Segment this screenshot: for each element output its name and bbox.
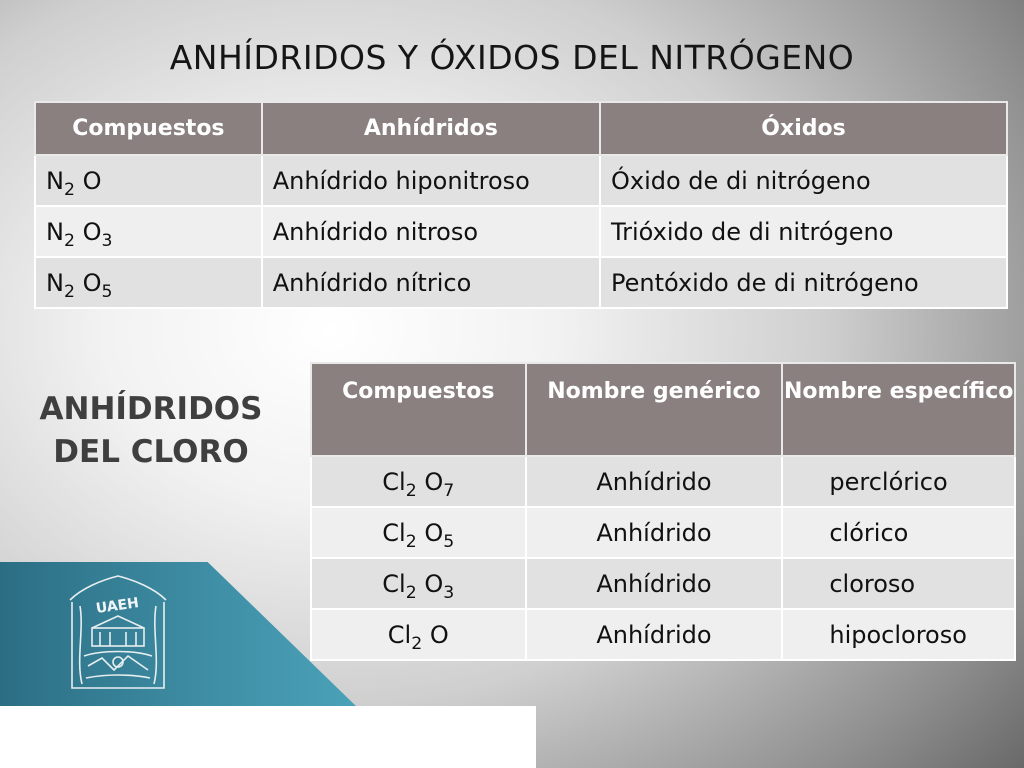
anhydride-cell: Anhídrido nítrico (262, 257, 600, 308)
formula-cell: $N_2$ $O_5$ (35, 257, 262, 308)
specific-name-cell: clórico (782, 507, 1015, 558)
column-header: Nombre específico (782, 363, 1015, 456)
chlorine-table (310, 362, 1016, 661)
column-header: Anhídridos (262, 102, 600, 155)
svg-text:UAEH: UAEH (95, 595, 140, 617)
anhydride-cell: Anhídrido hiponitroso (262, 155, 600, 206)
oxide-cell: Pentóxido de di nitrógeno (600, 257, 1007, 308)
table-row (35, 155, 1007, 206)
formula-cell: $Cl_2$ O (311, 609, 526, 660)
formula-cell: $Cl_2$ $O_7$ (311, 456, 526, 507)
chlorine-label-line1: ANHÍDRIDOS (39, 391, 263, 427)
column-header: Óxidos (600, 102, 1007, 155)
oxide-cell: Óxido de di nitrógeno (600, 155, 1007, 206)
generic-name-cell: Anhídrido (526, 507, 783, 558)
decorative-band (0, 562, 358, 708)
table-row (35, 257, 1007, 308)
column-header: Compuestos (35, 102, 262, 155)
formula-cell: $Cl_2$ $O_3$ (311, 558, 526, 609)
table-row (311, 507, 1015, 558)
nitrogen-table (34, 101, 1008, 309)
chlorine-label-line2: DEL CLORO (53, 434, 249, 470)
specific-name-cell: cloroso (782, 558, 1015, 609)
generic-name-cell: Anhídrido (526, 456, 783, 507)
table-row (35, 206, 1007, 257)
chlorine-section-label (38, 388, 264, 474)
oxide-cell: Trióxido de di nitrógeno (600, 206, 1007, 257)
formula-cell: $N_2$ $O_3$ (35, 206, 262, 257)
column-header: Nombre genérico (526, 363, 783, 456)
column-header: Compuestos (311, 363, 526, 456)
formula-cell: $Cl_2$ $O_5$ (311, 507, 526, 558)
table-header-row (35, 102, 1007, 155)
table-header-row (311, 363, 1015, 456)
footer-white-box (0, 706, 536, 768)
table-row (311, 609, 1015, 660)
table-row (311, 456, 1015, 507)
anhydride-cell: Anhídrido nitroso (262, 206, 600, 257)
formula-cell: $N_2$ O (35, 155, 262, 206)
table-row (311, 558, 1015, 609)
specific-name-cell: perclórico (782, 456, 1015, 507)
university-crest-icon (62, 570, 174, 700)
slide-title: ANHÍDRIDOS Y ÓXIDOS DEL NITRÓGENO (169, 38, 855, 77)
specific-name-cell: hipocloroso (782, 609, 1015, 660)
generic-name-cell: Anhídrido (526, 609, 783, 660)
generic-name-cell: Anhídrido (526, 558, 783, 609)
